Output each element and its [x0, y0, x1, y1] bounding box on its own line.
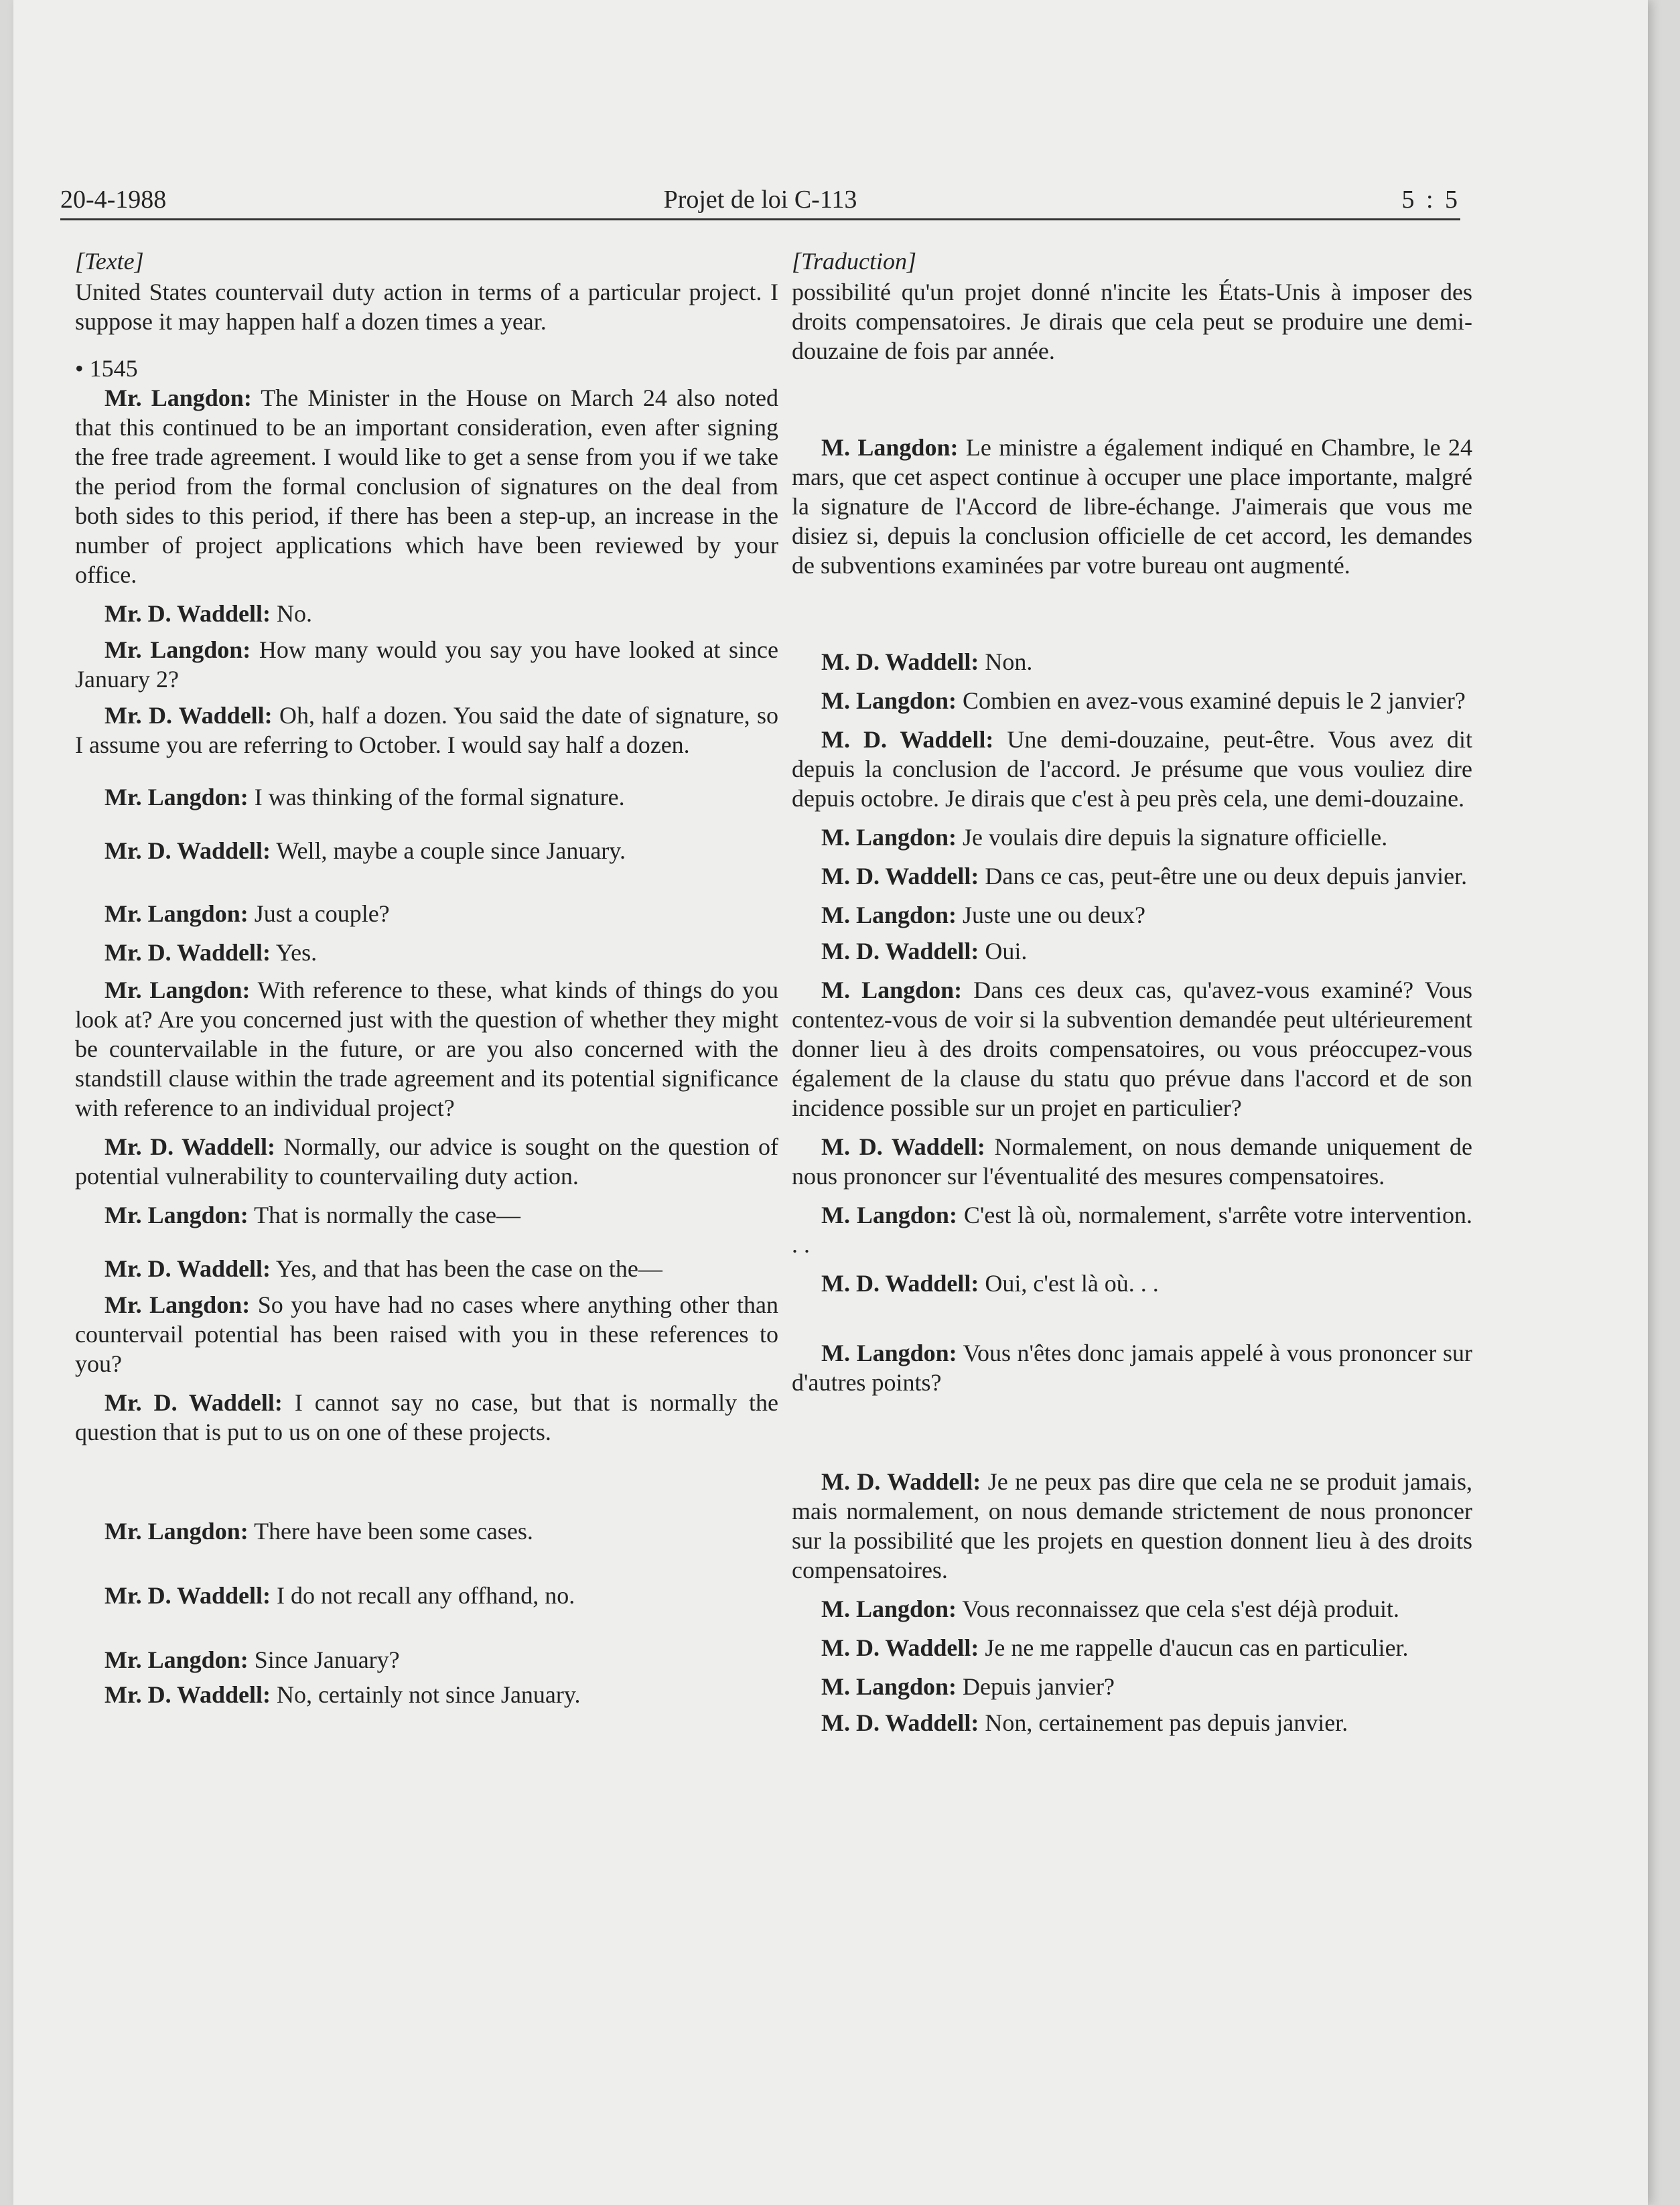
speaker-name: M. D. Waddell: [821, 938, 979, 965]
speech-text: Yes, and that has been the case on the— [271, 1255, 662, 1282]
list-item [75, 975, 778, 1123]
speaker-name: M. D. Waddell: [821, 1270, 979, 1297]
speaker-name: M. Langdon: [821, 977, 963, 1003]
list-item [75, 1132, 778, 1191]
speaker-name: Mr. D. Waddell: [104, 1133, 276, 1160]
intro-paragraph: possibilité qu'un projet donné n'incite les États-Unis à imposer des droits compensatoires. Je dirais que cela peut se produire une demi-douzaine de fois par année. [792, 279, 1472, 364]
list-item [792, 1594, 1472, 1624]
list-item [75, 1200, 778, 1230]
time-marker: • 1545 [75, 355, 138, 382]
intro-paragraph: United States countervail duty action in terms of a particular project. I suppose it may happen half a dozen times a year. [75, 279, 778, 335]
speaker-name: Mr. D. Waddell: [104, 1582, 271, 1609]
speech-text: Normally, our advice is sought on the question of potential vulnerability to countervailing duty action. [75, 1133, 778, 1190]
list-item [792, 900, 1472, 930]
list-item [75, 938, 778, 967]
list-item [75, 1680, 778, 1709]
speaker-name: M. Langdon: [821, 687, 957, 714]
list-item [792, 725, 1472, 813]
list-item [75, 1290, 778, 1378]
speech-text: I was thinking of the formal signature. [248, 784, 625, 810]
speaker-name: M. Langdon: [821, 902, 957, 928]
speaker-name: Mr. Langdon: [104, 784, 249, 810]
list-item [75, 899, 778, 928]
list-item [792, 1200, 1472, 1259]
speech-text: Non, certainement pas depuis janvier. [979, 1709, 1348, 1736]
list-item [75, 1645, 778, 1675]
speech-text: Je ne me rappelle d'aucun cas en particulier. [979, 1634, 1409, 1661]
list-item [792, 1338, 1472, 1397]
list-item [75, 1581, 778, 1610]
speaker-name: Mr. D. Waddell: [104, 600, 271, 627]
speaker-name: M. D. Waddell: [821, 1468, 981, 1495]
speech-text: Vous n'êtes donc jamais appelé à vous prononcer sur d'autres points? [792, 1340, 1472, 1396]
speech-text: So you have had no cases where anything other than countervail potential has been raised with you in these references to you? [75, 1291, 778, 1377]
speaker-name: Mr. Langdon: [104, 384, 252, 411]
list-item [792, 647, 1472, 677]
list-item [792, 433, 1472, 580]
speaker-name: Mr. D. Waddell: [104, 702, 273, 729]
speech-text: Le ministre a également indiqué en Chambre, le 24 mars, que cet aspect continue à occuper une place importante, malgré la signature de l'Accord de libre-échange. J'aimerais que vous me disiez si, depuis la conclusion officielle de cet accord, les demandes de subventions examinées par votre bureau ont augmenté. [792, 434, 1472, 579]
speaker-name: Mr. Langdon: [104, 1646, 249, 1673]
speech-text: Je ne peux pas dire que cela ne se produit jamais, mais normalement, on nous demande strictement de nous prononcer sur la possibilité que les projets en question donnent lieu à des droits compensatoires. [792, 1468, 1472, 1583]
speaker-name: Mr. D. Waddell: [104, 1255, 271, 1282]
list-item [75, 635, 778, 694]
speaker-name: M. Langdon: [821, 1595, 957, 1622]
header-title: Projet de loi C-113 [663, 186, 857, 214]
speaker-name: Mr. D. Waddell: [104, 939, 271, 966]
speech-text: That is normally the case— [248, 1202, 520, 1228]
list-item [792, 1708, 1472, 1737]
page-header [60, 185, 1460, 220]
speaker-name: M. D. Waddell: [821, 726, 994, 753]
speech-text: Une demi-douzaine, peut-être. Vous avez dit depuis la conclusion de l'accord. Je présume que vous vouliez dire depuis octobre. Je dirais que c'est à peu près cela, une demi-douzaine. [792, 726, 1472, 812]
list-item [75, 599, 778, 628]
list-item [792, 1269, 1472, 1298]
speech-text: Dans ces deux cas, qu'avez-vous examiné? Vous contentez-vous de voir si la subvention demandée peut ultérieurement donner lieu à des droits compensatoires, ou vous préoccupez-vous également de la clause du statu quo prévue dans l'accord et de son incidence possible sur un projet en particulier? [792, 977, 1472, 1121]
speech-text: There have been some cases. [248, 1518, 533, 1545]
speech-text: With reference to these, what kinds of things do you look at? Are you concerned just with the question of whether they might be countervailable in the future, or are you also concerned with the standstill clause within the trade agreement and its potential significance with reference to an individual project? [75, 977, 778, 1121]
list-item [75, 383, 778, 589]
speech-text: How many would you say you have looked at since January 2? [75, 636, 779, 693]
french-column [792, 246, 1472, 1737]
speaker-name: M. D. Waddell: [821, 863, 979, 890]
speaker-name: Mr. Langdon: [104, 636, 251, 663]
list-item [75, 1516, 778, 1546]
speech-text: No, certainly not since January. [271, 1681, 581, 1708]
speech-text: Depuis janvier? [957, 1673, 1115, 1700]
speaker-name: M. D. Waddell: [821, 1634, 979, 1661]
list-item [75, 1254, 778, 1283]
list-item [75, 701, 778, 760]
speech-text: Dans ce cas, peut-être une ou deux depuis janvier. [979, 863, 1468, 890]
speaker-name: Mr. D. Waddell: [104, 1389, 283, 1416]
page-number: 5 : 5 [1401, 186, 1460, 214]
list-item [792, 1132, 1472, 1191]
speech-text: I do not recall any offhand, no. [271, 1582, 575, 1609]
speaker-name: M. Langdon: [821, 824, 957, 851]
header-date: 20-4-1988 [60, 186, 167, 214]
speaker-name: M. Langdon: [821, 434, 959, 461]
speaker-name: Mr. D. Waddell: [104, 1681, 271, 1708]
speech-text: The Minister in the House on March 24 also noted that this continued to be an important consideration, even after signing the free trade agreement. I would like to get a sense from you if we take the period from the formal conclusion of signatures on the deal from both sides to this period, if there has been a step-up, an increase in the number of project applications which have been reviewed by your office. [75, 384, 778, 588]
list-item [75, 1388, 778, 1447]
speaker-name: M. Langdon: [821, 1673, 957, 1700]
speaker-name: Mr. Langdon: [104, 1291, 251, 1318]
list-item [792, 936, 1472, 966]
list-item [792, 686, 1472, 715]
list-item [792, 975, 1472, 1123]
speech-text: Oh, half a dozen. You said the date of signature, so I assume you are referring to October. I would say half a dozen. [75, 702, 778, 758]
list-item [792, 861, 1472, 891]
speech-text: Normalement, on nous demande uniquement de nous prononcer sur l'éventualité des mesures compensatoires. [792, 1133, 1472, 1190]
list-item [792, 1633, 1472, 1662]
column-label: [Traduction] [792, 248, 917, 275]
speech-text: Non. [979, 648, 1033, 675]
speaker-name: M. D. Waddell: [821, 648, 979, 675]
speech-text: Juste une ou deux? [957, 902, 1145, 928]
list-item [792, 1467, 1472, 1585]
speech-text: Oui. [979, 938, 1028, 965]
speech-text: Oui, c'est là où. . . [979, 1270, 1159, 1297]
list-item [75, 836, 778, 865]
speech-text: Since January? [248, 1646, 400, 1673]
speech-text: Combien en avez-vous examiné depuis le 2 janvier? [957, 687, 1466, 714]
list-item [792, 1672, 1472, 1701]
speaker-name: M. Langdon: [821, 1340, 957, 1366]
speaker-name: Mr. Langdon: [104, 900, 249, 927]
document-page [13, 0, 1648, 2205]
speaker-name: M. D. Waddell: [821, 1133, 985, 1160]
speech-text: Vous reconnaissez que cela s'est déjà produit. [957, 1595, 1400, 1622]
speech-text: C'est là où, normalement, s'arrête votre intervention. . . [792, 1202, 1473, 1258]
speech-text: Just a couple? [248, 900, 390, 927]
speech-text: Well, maybe a couple since January. [271, 837, 626, 864]
speech-text: Je voulais dire depuis la signature officielle. [957, 824, 1388, 851]
list-item [792, 823, 1472, 852]
speaker-name: Mr. Langdon: [104, 977, 251, 1003]
speech-text: No. [271, 600, 313, 627]
speaker-name: Mr. D. Waddell: [104, 837, 271, 864]
speaker-name: Mr. Langdon: [104, 1202, 249, 1228]
speaker-name: M. D. Waddell: [821, 1709, 979, 1736]
speaker-name: M. Langdon: [821, 1202, 957, 1228]
speech-text: Yes. [271, 939, 318, 966]
english-column [75, 246, 778, 1709]
list-item [75, 782, 778, 812]
speaker-name: Mr. Langdon: [104, 1518, 249, 1545]
speech-text: I cannot say no case, but that is normally the question that is put to us on one of these projects. [75, 1389, 778, 1445]
column-label: [Texte] [75, 248, 144, 275]
